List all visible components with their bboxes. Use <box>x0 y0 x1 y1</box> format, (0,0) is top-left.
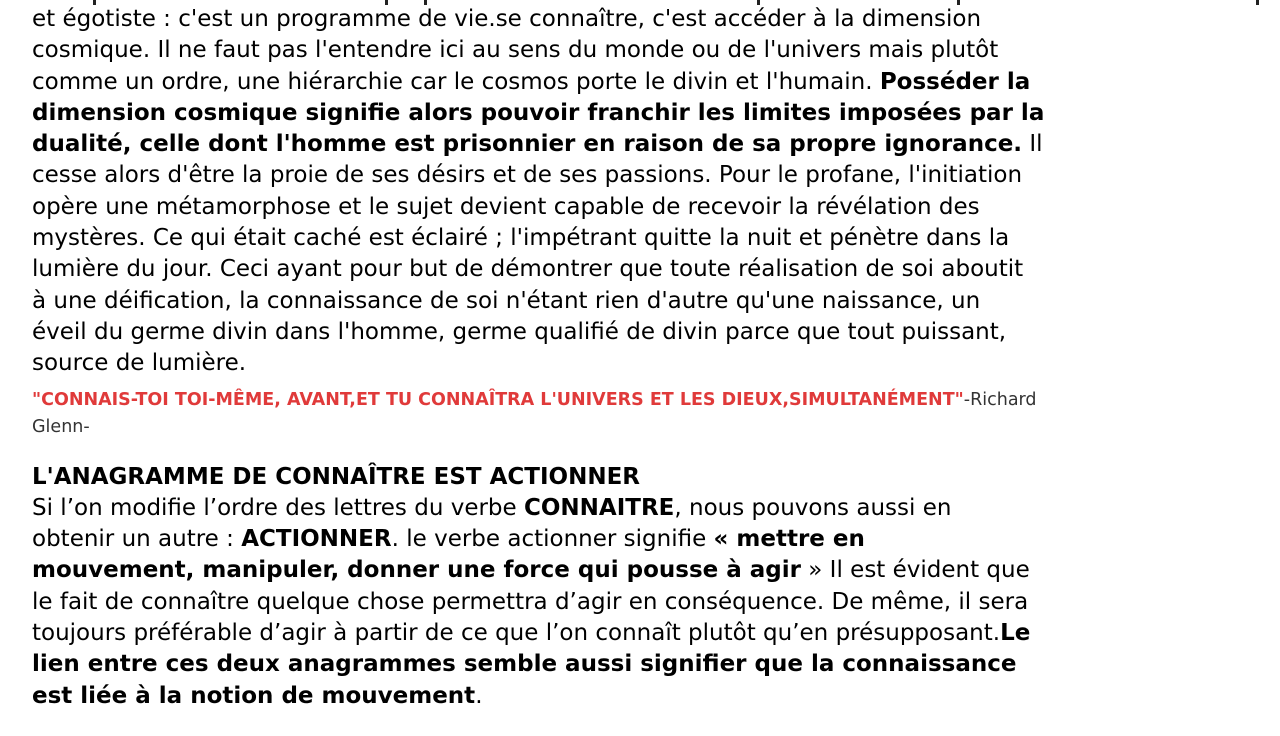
bold-text-segment: « mettre en <box>713 526 865 553</box>
text-segment: éveil du germe divin dans l'homme, germe qualifié de divin parce que tout puissant, <box>32 318 1007 345</box>
text-line <box>32 649 1252 680</box>
bold-text-segment: dualité, celle dont l'homme est prisonnier en raison de sa propre ignorance. <box>32 131 1023 158</box>
text-segment: opère une métamorphose et le sujet devient capable de recevoir la révélation des <box>32 193 980 220</box>
text-line <box>32 414 1252 441</box>
text-segment: source de lumière. <box>32 350 247 377</box>
bold-text-segment: mouvement, manipuler, donner une force qui pousse à agir <box>32 557 801 584</box>
text-segment: comme un ordre, une hiérarchie car le cosmos porte le divin et l'humain. <box>32 68 880 95</box>
text-segment: Si l’on modifie l’ordre des lettres du verbe <box>32 494 524 521</box>
bold-text-segment: Posséder la <box>879 68 1031 95</box>
bold-text-segment: est liée à la notion de mouvement <box>32 682 476 709</box>
text-segment: , nous pouvons aussi en <box>674 494 952 521</box>
text-line <box>32 4 1252 35</box>
bold-text-segment: Le <box>1000 620 1031 647</box>
text-line <box>32 286 1252 317</box>
text-line <box>32 524 1252 555</box>
section-heading-anagramme: L'ANAGRAMME DE CONNAÎTRE EST ACTIONNER <box>32 463 641 490</box>
article-content <box>32 4 1252 712</box>
paragraph-initiation <box>32 4 1252 380</box>
text-line <box>32 387 1252 414</box>
text-line <box>32 348 1252 379</box>
text-line <box>32 223 1252 254</box>
text-segment: à une déification, la connaissance de soi n'étant rien d'autre qu'une naissance, un <box>32 287 981 314</box>
text-segment: cosmique. Il ne faut pas l'entendre ici au sens du monde ou de l'univers mais plutôt <box>32 37 999 64</box>
text-line <box>32 98 1252 129</box>
quote-connais-toi-toi-meme <box>32 387 1252 441</box>
text-line <box>32 192 1252 223</box>
quote-red-text: "CONNAIS-TOI TOI-MÊME, AVANT,ET TU CONNAÎTRA L'UNIVERS ET LES DIEUX,SIMULTANÉMENT" <box>32 389 964 410</box>
text-line <box>32 129 1252 160</box>
text-line <box>32 160 1252 191</box>
text-segment: Glenn- <box>32 416 90 437</box>
text-segment: . <box>475 682 483 709</box>
text-line <box>32 254 1252 285</box>
bold-text-segment: dimension cosmique signifie alors pouvoir franchir les limites imposées par la <box>32 99 1045 126</box>
bold-text-segment: ACTIONNER <box>241 526 392 553</box>
text-segment: lumière du jour. Ceci ayant pour but de démontrer que toute réalisation de soi aboutit <box>32 256 1024 283</box>
text-segment: -Richard <box>963 389 1037 410</box>
bold-text-segment: CONNAITRE <box>524 494 675 521</box>
text-segment: cesse alors d'être la proie de ses désirs et de ses passions. Pour le profane, l'initiation <box>32 162 1023 189</box>
text-segment: toujours préférable d’agir à partir de ce que l’on connaît plutôt qu’en présupposant. <box>32 620 1001 647</box>
text-line <box>32 681 1252 712</box>
text-segment: Il <box>1022 131 1043 158</box>
text-line <box>32 67 1252 98</box>
text-line <box>32 555 1252 586</box>
text-segment: obtenir un autre : <box>32 526 242 553</box>
text-segment: le fait de connaître quelque chose permettra d’agir en conséquence. De même, il sera <box>32 588 1029 615</box>
text-line <box>32 35 1252 66</box>
text-segment: et égotiste : c'est un programme de vie.se connaître, c'est accéder à la dimension <box>32 6 982 32</box>
text-segment: mystères. Ce qui était caché est éclairé ; l'impétrant quitte la nuit et pénètre dans la <box>32 225 1010 252</box>
text-line <box>32 618 1252 649</box>
text-line <box>32 587 1252 618</box>
text-segment: . le verbe actionner signifie <box>391 526 714 553</box>
text-line <box>32 493 1252 524</box>
bold-text-segment: lien entre ces deux anagrammes semble aussi signifier que la connaissance <box>32 651 1017 678</box>
text-segment: » Il est évident que <box>800 557 1030 584</box>
text-line <box>32 317 1252 348</box>
paragraph-anagramme <box>32 493 1252 712</box>
cropped-line-mark <box>1256 0 1259 5</box>
